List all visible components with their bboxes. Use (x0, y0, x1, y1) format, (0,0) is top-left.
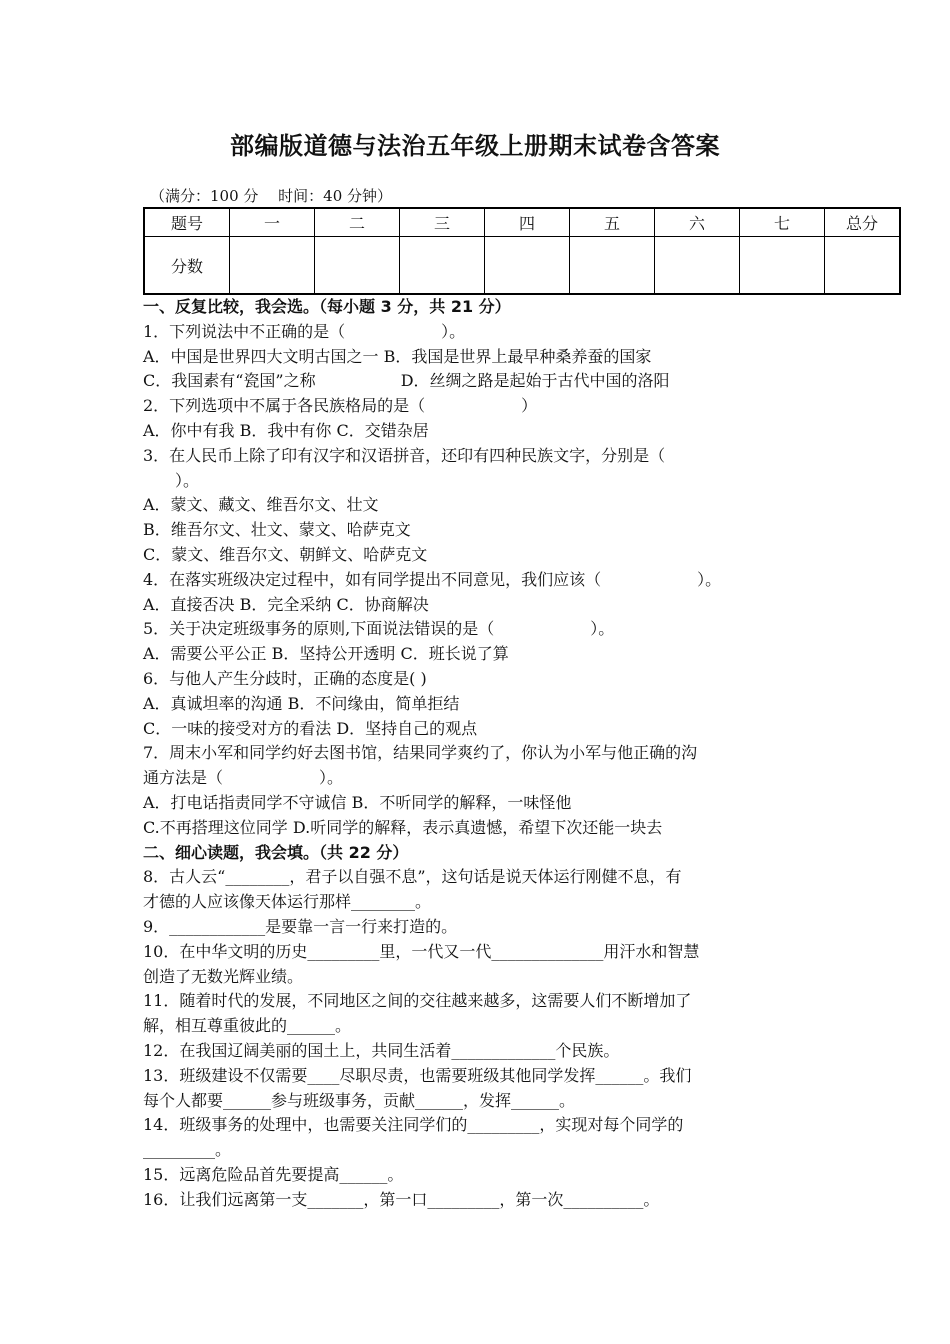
header-cell: 三 (400, 208, 485, 237)
header-cell: 四 (485, 208, 570, 237)
score-table-header-row (144, 208, 900, 237)
question-line: 创造了无数光辉业绩。 (143, 966, 304, 986)
question-line: 解，相互尊重彼此的______。 (143, 1016, 352, 1036)
question-line: 11．随着时代的发展，不同地区之间的交往越来越多，这需要人们不断增加了 (143, 991, 692, 1011)
score-cell (315, 237, 400, 295)
question-line: 12．在我国辽阔美丽的国土上，共同生活着_____________个民族。 (143, 1040, 620, 1060)
header-cell: 总分 (825, 208, 901, 237)
question-line: 10．在中华文明的历史_________里，一代又一代______________用汗水和智慧 (143, 941, 700, 961)
exam-meta: （满分：100 分 时间：40 分钟） (150, 187, 393, 205)
question-line: 才德的人应该像天体运行那样________。 (143, 892, 432, 912)
option-line: A．蒙文、藏文、维吾尔文、壮文 (143, 495, 379, 515)
exam-body (143, 295, 815, 1212)
question-line: 通方法是（ ）。 (143, 768, 344, 788)
score-cell (740, 237, 825, 295)
page-title: 部编版道德与法治五年级上册期末试卷含答案 (230, 132, 720, 160)
score-cell (485, 237, 570, 295)
question-line: 每个人都要______参与班级事务，贡献______，发挥______。 (143, 1090, 576, 1110)
question-line: 4．在落实班级决定过程中，如有同学提出不同意见，我们应该（ ）。 (143, 569, 722, 589)
question-line: 1．下列说法中不正确的是（ ）。 (143, 321, 466, 341)
question-line: 8．古人云“________，君子以自强不息”，这句话是说天体运行刚健不息，有 (143, 867, 682, 887)
option-line: A．中国是世界四大文明古国之一 B．我国是世界上最早种桑养蚕的国家 (143, 346, 652, 366)
option-line: A．真诚坦率的沟通 B．不问缘由，简单拒结 (143, 693, 460, 713)
score-cell (655, 237, 740, 295)
question-line: 2．下列选项中不属于各民族格局的是（ ） (143, 396, 538, 416)
question-line: 14．班级事务的处理中，也需要关注同学们的_________，实现对每个同学的 (143, 1115, 684, 1135)
question-line: 7．周末小军和同学约好去图书馆，结果同学爽约了，你认为小军与他正确的沟 (143, 743, 698, 763)
header-cell: 二 (315, 208, 400, 237)
header-cell: 五 (570, 208, 655, 237)
option-line: B．维吾尔文、壮文、蒙文、哈萨克文 (143, 520, 411, 540)
option-line: A．打电话指责同学不守诚信 B．不听同学的解释，一味怪他 (143, 792, 572, 812)
option-line: C．一味的接受对方的看法 D．坚持自己的观点 (143, 718, 478, 738)
score-cell (400, 237, 485, 295)
section-heading: 一、反复比较，我会选。（每小题 3 分，共 21 分） (143, 297, 511, 316)
score-cell (825, 237, 901, 295)
question-line: _________。 (143, 1140, 232, 1160)
question-line: 3．在人民币上除了印有汉字和汉语拼音，还印有四种民族文字，分别是（ (143, 445, 666, 465)
option-line: C．我国素有“瓷国”之称 D．丝绸之路是起始于古代中国的洛阳 (143, 371, 670, 391)
question-line: 15．远离危险品首先要提高______。 (143, 1164, 404, 1184)
score-cell (570, 237, 655, 295)
section-heading: 二、细心读题，我会填。（共 22 分） (143, 842, 409, 862)
question-line: ）。 (143, 470, 200, 490)
question-line: 6．与他人产生分歧时，正确的态度是( ) (143, 668, 427, 688)
header-cell: 六 (655, 208, 740, 237)
option-line: A．直接否决 B．完全采纳 C．协商解决 (143, 594, 429, 614)
score-table-score-row (144, 237, 900, 295)
option-line: C．蒙文、维吾尔文、朝鲜文、哈萨克文 (143, 544, 428, 564)
header-cell: 七 (740, 208, 825, 237)
score-row-label: 分数 (144, 237, 230, 295)
question-line: 16．让我们远离第一支_______，第一口_________，第一次__________。 (143, 1189, 660, 1209)
header-cell: 题号 (144, 208, 230, 237)
header-cell: 一 (230, 208, 315, 237)
score-cell (230, 237, 315, 295)
option-line: A．你中有我 B．我中有你 C．交错杂居 (143, 420, 429, 440)
option-line: C.不再搭理这位同学 D.听同学的解释，表示真遗憾，希望下次还能一块去 (143, 817, 663, 837)
question-line: 5．关于决定班级事务的原则,下面说法错误的是（ ）。 (143, 619, 615, 639)
question-line: 13．班级建设不仅需要____尽职尽责，也需要班级其他同学发挥______。我们 (143, 1065, 692, 1085)
option-line: A．需要公平公正 B．坚持公开透明 C．班长说了算 (143, 644, 509, 664)
score-table (143, 207, 901, 295)
question-line: 9．____________是要靠一言一行来打造的。 (143, 916, 458, 936)
